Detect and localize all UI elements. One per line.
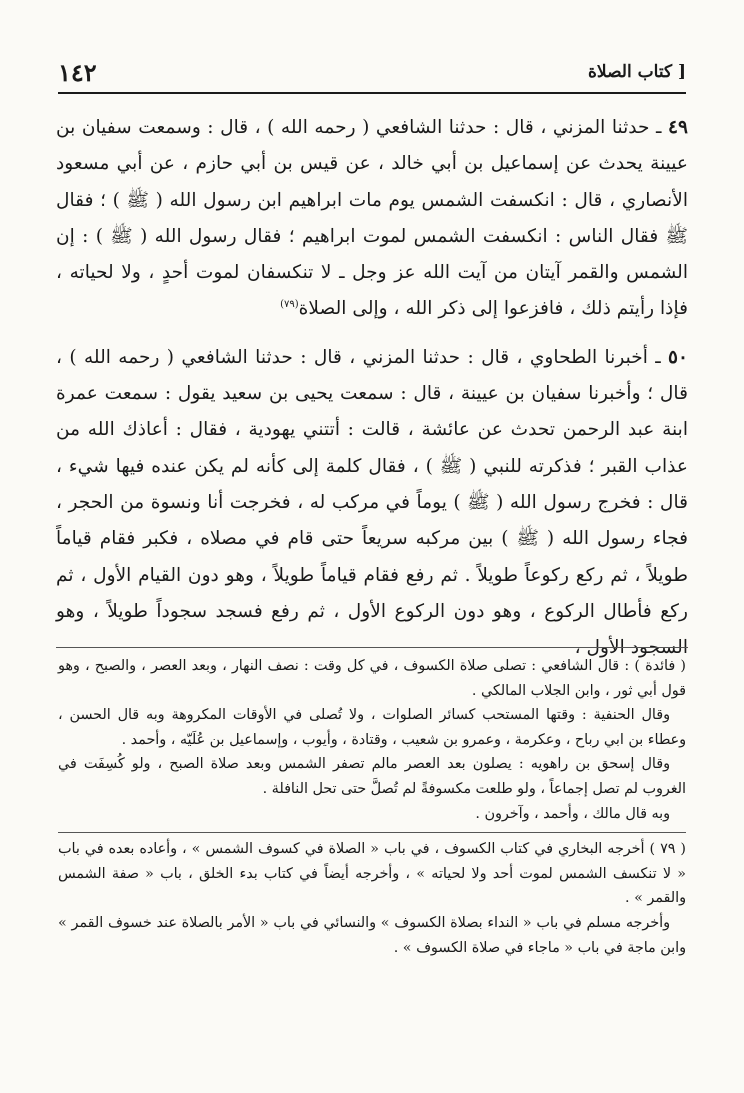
note-paragraph: وقال إسحق بن راهويه : يصلون بعد العصر مالم تصفر الشمس وبعد صلاة الصبح ، ولو كُسِفَت في الغروب لم تصل إجماعاً ، ولو طلعت مكسوفةً لم تُصلَّ حتى تحل النافلة . [58,756,686,797]
notes-section [58,654,686,960]
hadith-number: ٤٩ [668,117,688,138]
hadith-text: ـ حدثنا المزني ، قال : حدثنا الشافعي ( رحمه الله ) ، قال : وسمعت سفيان بن عيينة يحدث عن إسماعيل بن أبي خالد ، عن قيس بن أبي حازم ، عن أبي مسعود الأنصاري ، قال : انكسفت الشمس يوم مات ابراهيم ابن رسول الله ( ﷺ ) ؛ فقال ﷺ فقال الناس : انكسفت الشمس لموت ابراهيم ؛ فقال رسول الله ( ﷺ ) : إن الشمس والقمر آيتان من آيت الله عز وجل ـ لا تنكسفان لموت أحدٍ ، ولا لحياته ، فإذا رأيتم ذلك ، فافزعوا إلى ذكر الله ، وإلى الصلاة [56,117,688,320]
page-number: ١٤٢ [58,58,97,87]
footnote-divider [56,647,688,648]
hadith-number: ٥٠ [668,346,688,368]
footnote-79-continued: وأخرجه مسلم في باب « النداء بصلاة الكسوف » والنسائي في باب « الأمر بالصلاة عند خسوف القمر » وابن ماجة في باب « ماجاء في صلاة الكسوف » . [58,914,686,956]
note-paragraph: وقال الحنفية : وقتها المستحب كسائر الصلوات ، ولا تُصلى في الأوقات المكروهة وبه قال الحسن ، وعطاء بن ابي رباح ، وعكرمة ، وعمرو بن شعيب ، وقتادة ، وأيوب ، وإسماعيل بن عُلَيّه ، وأحمد . [58,707,686,748]
running-header [58,56,686,94]
chapter-title: [ كتاب الصلاة [588,62,686,82]
main-text [56,110,688,666]
notes-separator [58,832,686,833]
hadith-49 [56,110,688,328]
note-paragraph: وبه قال مالك ، وأحمد ، وآخرون . [475,805,670,822]
hadith-50 [56,340,688,667]
note-paragraph: ( فائدة ) : قال الشافعي : تصلى صلاة الكسوف ، في كل وقت : نصف النهار ، وبعد العصر ، والصبح ، وهو قول أبي ثور ، وابن الجلاب المالكي . [58,658,686,699]
footnote-79: ( ٧٩ ) أخرجه البخاري في كتاب الكسوف ، في باب « الصلاة في كسوف الشمس » ، وأعاده بعده في باب « لا تنكسف الشمس لموت أحد ولا لحياته » ، وأخرجه أيضاً في كتاب بدء الخلق ، باب « صفة الشمس والقمر » . [58,841,686,907]
footnote-ref[interactable]: (٧٩) [280,299,299,311]
hadith-text: ـ أخبرنا الطحاوي ، قال : حدثنا المزني ، قال : حدثنا الشافعي ( رحمه الله ) ، قال ؛ وأخبرنا سفيان بن عيينة ، قال : سمعت يحيى بن سعيد يقول : سمعت عمرة ابنة عبد الرحمن تحدث عن عائشة ، قالت : أتتني يهودية ، فقال : أعاذك الله من عذاب القبر ؛ فذكرته للنبي ( ﷺ ) ، فقال كلمة إلى كأنه لم يكن عنده فيها شيء ، قال : فخرج رسول الله ( ﷺ ) يوماً في مركب له ، فخرجت أنا ونسوة من الحجر ، فجاء رسول الله ( ﷺ ) بين مركبه سريعاً حتى قام في مصلاه ، فكبر فقام قياماً طويلاً ، ثم ركع ركوعاً طويلاً . ثم رفع فقام قياماً طويلاً ، وهو دون القيام الأول ، ثم ركع فأطال الركوع ، وهو دون الركوع الأول ، ثم رفع فسجد سجوداً طويلاً ، وهو السجود الأول ، [56,346,688,659]
